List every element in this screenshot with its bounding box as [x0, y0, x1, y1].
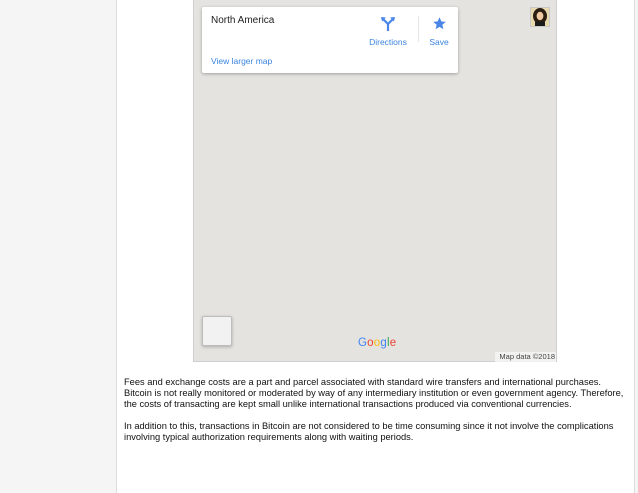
directions-button[interactable] [362, 15, 414, 47]
directions-icon [380, 15, 396, 32]
avatar-icon [531, 8, 549, 26]
google-logo-letter: l [386, 337, 390, 349]
google-logo-letter: e [389, 337, 397, 349]
map-control-button[interactable] [202, 316, 232, 346]
star-icon [432, 15, 447, 32]
user-avatar[interactable] [530, 7, 550, 27]
map-info-card [202, 7, 458, 73]
article-paragraph: In addition to this, transactions in Bitcoin are not considered to be time consuming since it not involve the complications involving typical authorization requirements along with waiting periods. [124, 421, 614, 442]
google-logo [358, 337, 396, 349]
google-logo-letter: o [373, 337, 381, 349]
save-button[interactable] [422, 15, 456, 47]
google-logo-letter: G [358, 337, 368, 349]
view-larger-map-link[interactable]: View larger map [211, 56, 273, 66]
article-paragraph: Fees and exchange costs are a part and parcel associated with standard wire transfers and international purchases. Bitcoin is not really monitored or moderated by way of any intermediary institution or even government agency. Therefore, the costs of transacting are kept small unlike international transactions produced via conventional currencies. [124, 377, 624, 409]
map-attribution: Map data ©2018 [495, 352, 556, 362]
save-label: Save [429, 37, 449, 47]
article-text [124, 377, 626, 454]
card-divider [418, 16, 419, 42]
place-name: North America [211, 15, 275, 26]
directions-label: Directions [369, 37, 407, 47]
google-logo-letter: o [367, 337, 374, 349]
embedded-map[interactable] [193, 0, 557, 362]
google-logo-letter: g [380, 337, 387, 349]
